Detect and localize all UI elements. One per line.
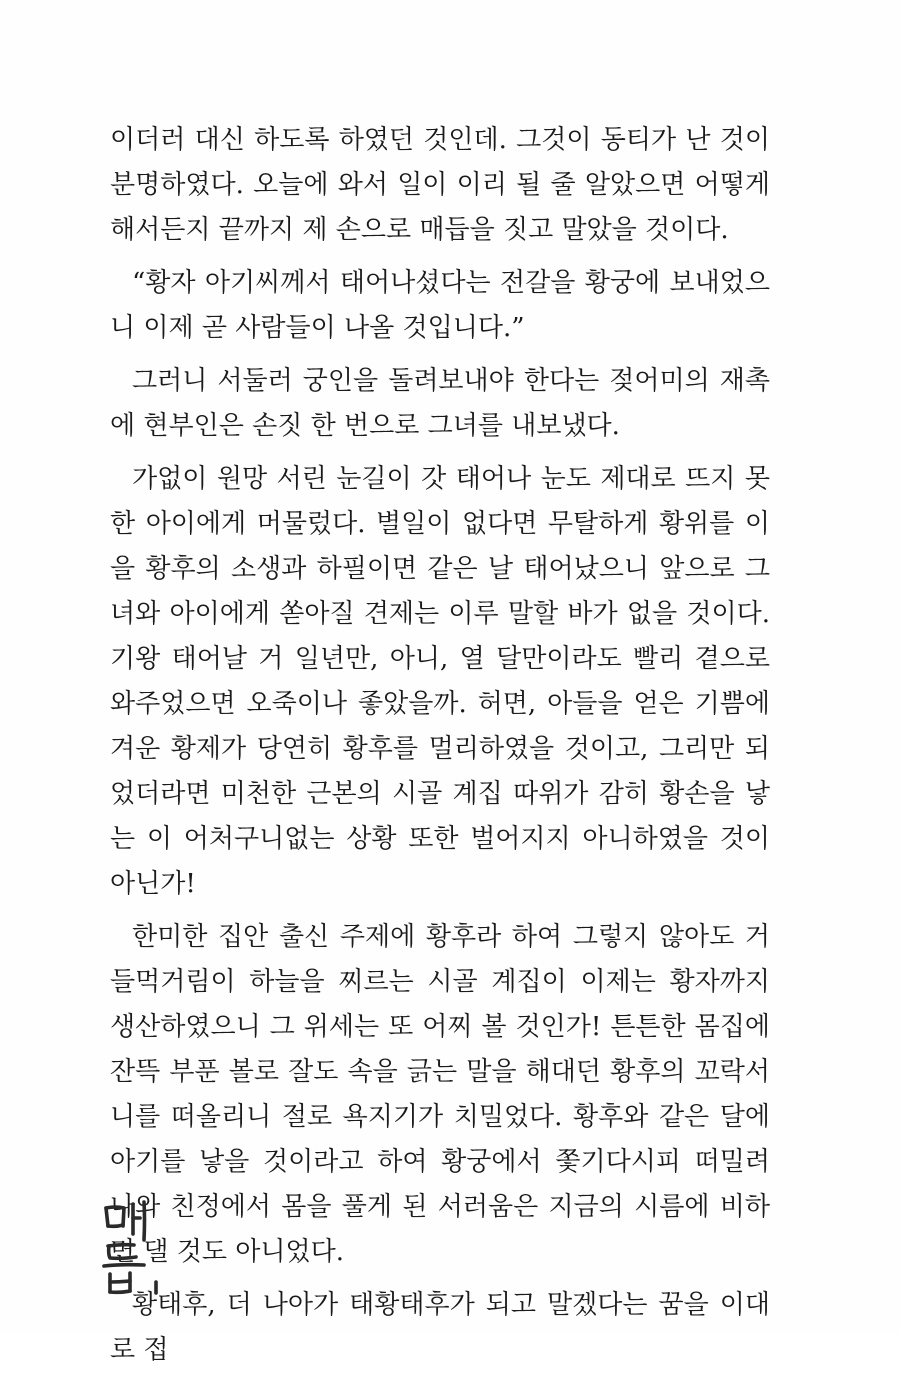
paragraph-5: 한미한 집안 출신 주제에 황후라 하여 그렇지 않아도 거들먹거림이 하늘을 찌르는 시골 계집이 이제는 황자까지 생산하였으니 그 위세는 또 어찌 볼 것인가! 튼튼한 몸집에 잔뜩 부푼 볼로 잘도 속을 긁는 말을 해대던 황후의 꼬락서니를 떠올리니 절로 욕지기가 치밀었다. 황후와 같은 달에 아기를 낳을 것이라고 하여 황궁에서 쫓기다시피 떠밀려 나와 친정에서 몸을 풀게 된 서러움은 지금의 시름에 비하면 댈 것도 아니었다. — [110, 922, 770, 1267]
paragraph-1: 이더러 대신 하도록 하였던 것인데. 그것이 동티가 난 것이 분명하였다. 오늘에 와서 일이 이리 될 줄 알았으면 어떻게 해서든지 끝까지 제 손으로 매듭을 짓고 말았을 것이다. — [110, 125, 770, 245]
paragraph-2: “황자 아기씨께서 태어나셨다는 전갈을 황궁에 보내었으니 이제 곧 사람들이 나올 것입니다.” — [110, 268, 770, 343]
paragraph-4: 가없이 원망 서린 눈길이 갓 태어나 눈도 제대로 뜨지 못한 아이에게 머물렀다. 별일이 없다면 무탈하게 황위를 이을 황후의 소생과 하필이면 같은 날 태어났으니 앞으로 그녀와 아이에게 쏟아질 견제는 이루 말할 바가 없을 것이다. 기왕 태어날 거 일년만, 아니, 열 달만이라도 빨리 곁으로 와주었으면 오죽이나 좋았을까. 허면, 아들을 얻은 기쁨에 겨운 황제가 당연히 황후를 멀리하였을 것이고, 그리만 되었더라면 미천한 근본의 시골 계집 따위가 감히 황손을 낳는 이 어처구니없는 상황 또한 벌어지지 아니하였을 것이 아닌가! — [110, 464, 770, 899]
paragraph-6: 황태후, 더 나아가 태황태후가 되고 말겠다는 꿈을 이대로 접 — [110, 1290, 770, 1365]
body-text — [110, 118, 770, 1381]
paragraph-3: 그러니 서둘러 궁인을 돌려보내야 한다는 젖어미의 재촉에 현부인은 손짓 한 번으로 그녀를 내보냈다. — [110, 366, 770, 441]
series-logo-icon — [100, 1198, 164, 1298]
